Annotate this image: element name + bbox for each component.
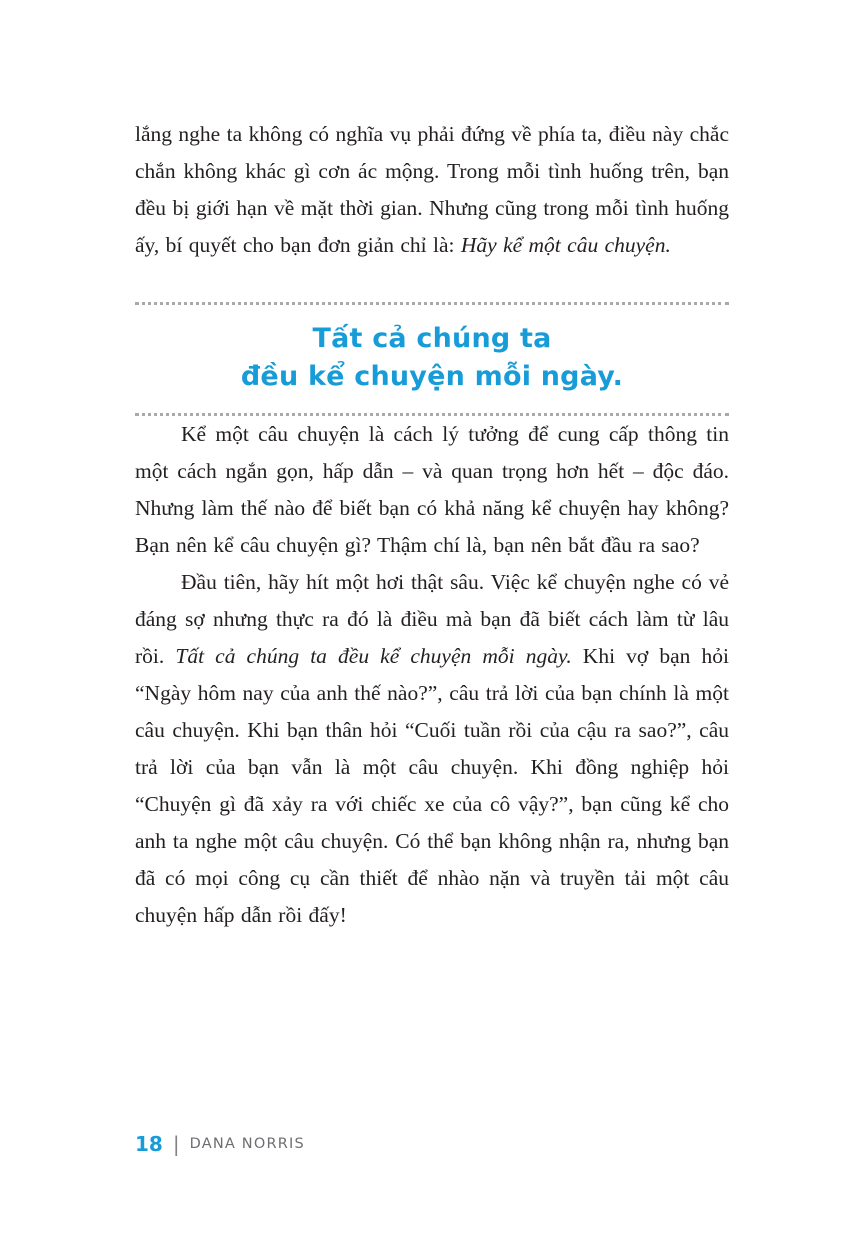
paragraph-italic-phrase: Hãy kể một câu chuyện. (460, 233, 671, 257)
callout-line-2: đều kể chuyện mỗi ngày. (240, 361, 624, 392)
paragraph-italic-phrase: Tất cả chúng ta đều kể chuyện mỗi ngày. (175, 644, 572, 668)
paragraph-text: Kể một câu chuyện là cách lý tưởng để cung cấp thông tin một cách ngắn gọn, hấp dẫn – và quan trọng hơn hết – độc đáo. Nhưng làm thế nào để biết bạn có khả năng kể chuyện hay không? Bạn nên kể câu chuyện gì? Thậm chí là, bạn nên bắt đầu ra sao? (135, 422, 729, 557)
paragraph-text: Đầu tiên, hãy hít một hơi thật sâu. Việc kể chuyện nghe có vẻ đáng sợ nhưng thực ra đó là điều mà bạn đã biết cách làm từ lâu rồi. (135, 570, 729, 668)
paragraph-continuation (135, 116, 729, 264)
paragraph-3 (135, 564, 729, 934)
paragraph-text: Khi vợ bạn hỏi “Ngày hôm nay của anh thế nào?”, câu trả lời của bạn chính là một câu chuyện. Khi bạn thân hỏi “Cuối tuần rồi của cậu ra sao?”, câu trả lời của bạn vẫn là một câu chuyện. Khi đồng nghiệp hỏi “Chuyện gì đã xảy ra với chiếc xe của cô vậy?”, bạn cũng kể cho anh ta nghe một câu chuyện. Có thể bạn không nhận ra, nhưng bạn đã có mọi công cụ cần thiết để nhào nặn và truyền tải một câu chuyện hấp dẫn rồi đấy! (135, 644, 730, 927)
text-column (135, 116, 729, 934)
callout-quote-block (135, 302, 729, 416)
author-name: DANA NORRIS (189, 1136, 305, 1152)
callout-line-1: Tất cả chúng ta (312, 323, 552, 354)
page-number: 18 (135, 1132, 163, 1156)
paragraph-2 (135, 416, 729, 564)
page-footer (135, 1132, 305, 1156)
footer-separator: | (172, 1132, 180, 1156)
paragraph-text: lắng nghe ta không có nghĩa vụ phải đứng về phía ta, điều này chắc chắn không khác gì cơn ác mộng. Trong mỗi tình huống trên, bạn đều bị giới hạn về mặt thời gian. Nhưng cũng trong mỗi tình huống ấy, bí quyết cho bạn đơn giản chỉ là: (135, 122, 729, 257)
